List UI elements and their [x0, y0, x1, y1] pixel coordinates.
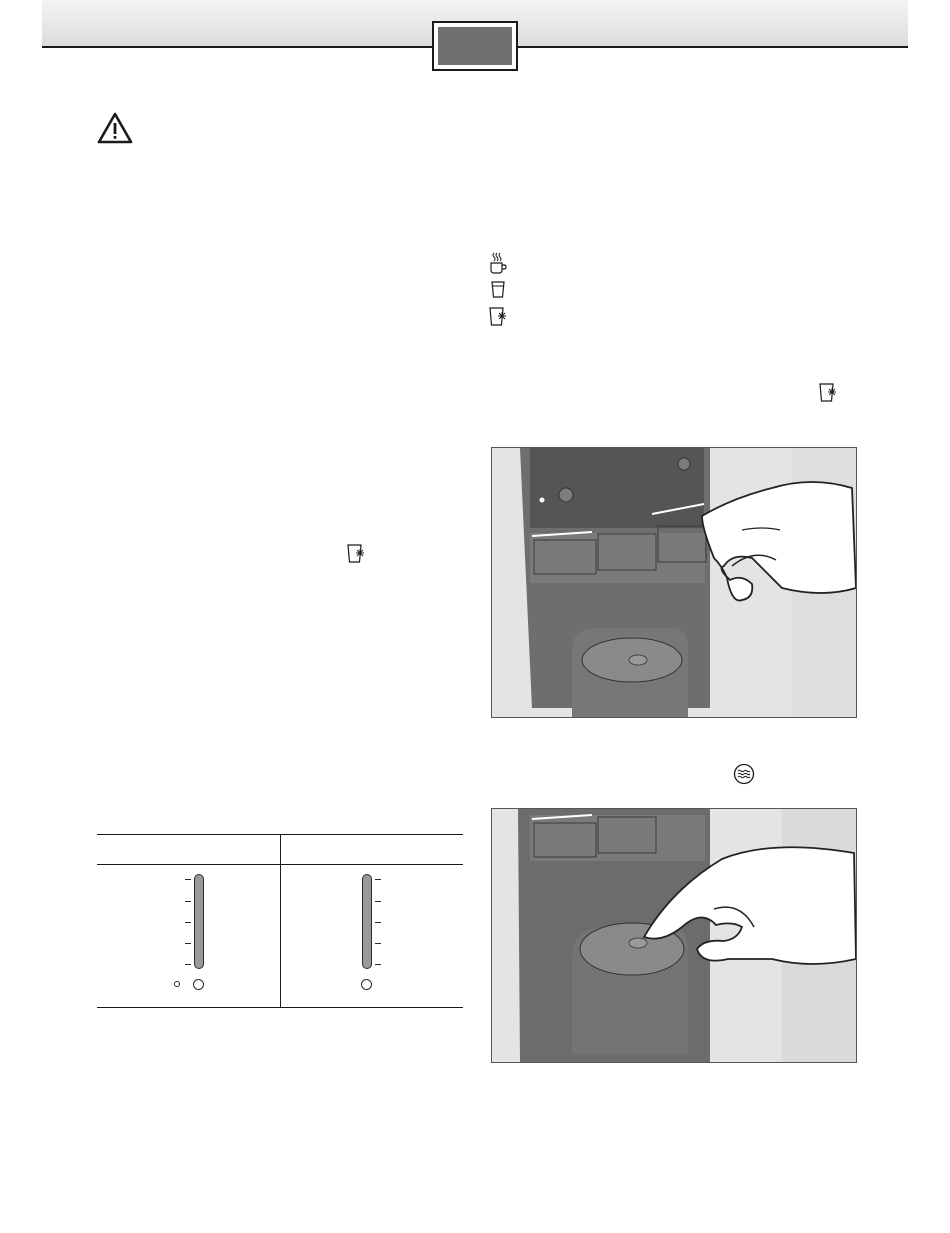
right-gauge-tick	[375, 922, 381, 923]
left-gauge-tick	[185, 922, 191, 923]
rinse-waves-icon	[733, 763, 755, 785]
left-gauge-tick	[185, 943, 191, 944]
right-indicator-light	[361, 979, 372, 990]
sparkling-water-icon	[346, 543, 368, 565]
left-indicator-light	[193, 979, 204, 990]
left-gauge-tube	[194, 874, 204, 969]
warning-triangle-icon	[97, 112, 133, 144]
cold-water-glass-icon	[490, 281, 506, 299]
table-column-divider	[280, 834, 281, 1008]
panel-press-illustration	[491, 447, 857, 718]
left-gauge-tick	[185, 964, 191, 965]
right-gauge-tube	[362, 874, 372, 969]
left-small-indicator-light	[174, 981, 180, 987]
chapter-tab-fill	[438, 27, 512, 65]
gauge-comparison-table	[97, 834, 463, 1008]
right-gauge-tick	[375, 964, 381, 965]
sparkling-water-icon	[488, 306, 510, 328]
spout-press-illustration	[491, 808, 857, 1063]
chapter-tab-box	[432, 21, 518, 71]
right-gauge-tick	[375, 901, 381, 902]
left-gauge-tick	[185, 879, 191, 880]
right-gauge-tick	[375, 879, 381, 880]
left-gauge-tick	[185, 901, 191, 902]
right-gauge-tick	[375, 943, 381, 944]
hot-water-cup-icon	[488, 252, 508, 274]
sparkling-water-icon	[818, 382, 840, 404]
